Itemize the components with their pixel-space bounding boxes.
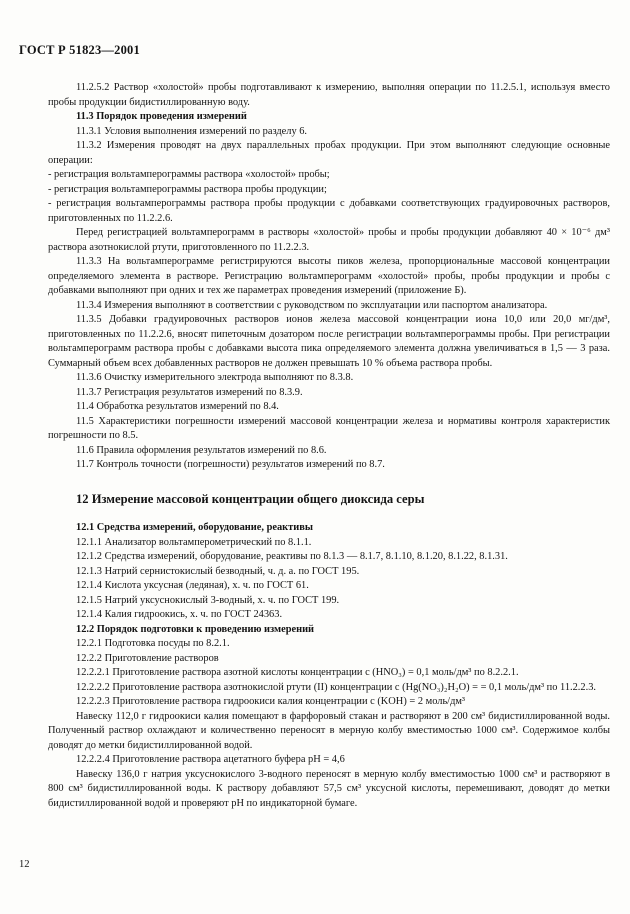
paragraph: 12.1.4 Кислота уксусная (ледяная), х. ч. по ГОСТ 61.	[76, 580, 309, 591]
paragraph: 12.1.1 Анализатор вольтамперометрический по 8.1.1.	[76, 536, 312, 548]
section-heading: 12.1 Средства измерений, оборудование, реактивы	[76, 522, 313, 533]
paragraph: 11.3.4 Измерения выполняют в соответствии с руководством по эксплуатации или паспортом анализатора.	[76, 299, 548, 311]
section-heading: 12.2 Порядок подготовки к проведению измерений	[76, 623, 315, 635]
paragraph: 11.3.3 На вольтамперограмме регистрируются высоты пиков железа, пропорциональные массовой концентрации определяемого элемента в растворе. Регистрацию вольтамперограмм «холостой» пробы, пробы продукции и пробы с добавками выполняют при одних и тех же параметрах проведения измерений (приложение Б).	[48, 256, 610, 296]
paragraph: 11.3.2 Измерения проводят на двух параллельных пробах продукции. При этом выполняют следующие основные операции:	[48, 140, 610, 166]
list-item: - регистрация вольтамперограммы раствора пробы продукции;	[48, 183, 327, 195]
document-body	[48, 81, 610, 811]
paragraph: 11.3.1 Условия выполнения измерений по разделу 6.	[76, 125, 308, 137]
chapter-heading: 12 Измерение массовой концентрации общего диоксида серы	[76, 491, 425, 506]
paragraph: 12.2.2 Приготовление растворов	[76, 652, 219, 664]
paragraph: Навеску 112,0 г гидроокиси калия помещают в фарфоровый стакан и растворяют в 200 см³ бидистиллированной воды. Полученный раствор охлаждают и количественно переносят в мерную колбу вместимостью 1000 см³. Содержимое колбы доводят до метки бидистиллированной водой.	[48, 710, 610, 751]
paragraph: 11.4 Обработка результатов измерений по 8.4.	[76, 401, 279, 412]
paragraph: 12.2.2.4 Приготовление раствора ацетатного буфера pH = 4,6	[76, 754, 345, 765]
page-number: 12	[19, 859, 30, 870]
paragraph: 12.1.3 Натрий сернистокислый безводный, ч. д. а. по ГОСТ 195.	[76, 565, 360, 577]
section-heading: 11.3 Порядок проведения измерений	[76, 111, 247, 122]
paragraph: 12.2.1 Подготовка посуды по 8.2.1.	[76, 638, 230, 649]
paragraph: 11.6 Правила оформления результатов измерений по 8.6.	[76, 444, 327, 456]
paragraph: 12.1.5 Натрий уксуснокислый 3-водный, х. ч. по ГОСТ 199.	[76, 594, 340, 606]
paragraph: 11.3.6 Очистку измерительного электрода выполняют по 8.3.8.	[76, 372, 354, 383]
paragraph: Навеску 136,0 г натрия уксуснокислого 3-водного переносят в мерную колбу вместимостью 1000 см³ и растворяют в 800 см³ бидистиллированной воды. К раствору добавляют 57,5 см³ уксусной кислоты, перемешивают, доводят до метки бидистиллированной водой и проверяют pH по индикаторной бумаге.	[48, 768, 610, 809]
paragraph: 11.2.5.2 Раствор «холостой» пробы подготавливают к измерению, выполняя операции по 11.2.5.1, используя вместо пробы продукции бидистиллированную воду.	[48, 82, 610, 108]
paragraph: 11.5 Характеристики погрешности измерений массовой концентрации железа и нормативы контроля характеристик погрешности по 8.5.	[48, 415, 610, 441]
paragraph: 11.3.5 Добавки градуировочных растворов ионов железа массовой концентрации иона 10,0 или 20,0 мг/дм³, приготовленных по 11.2.2.6, вносят пипеточным дозатором после регистрации вольтамперограммы пробы. При регистрации вольтамперограмм раствора пробы с добавками высота пика определяемого элемента должна увеличиваться в 1,5 — 3 раза. Суммарный объем всех добавленных растворов не должен превышать 10 % объема раствора пробы.	[48, 314, 610, 369]
paragraph: 12.1.2 Средства измерений, оборудование, реактивы по 8.1.3 — 8.1.7, 8.1.10, 8.1.20, 8.1.22, 8.1.31.	[76, 551, 508, 562]
paragraph: 12.2.2.1 Приготовление раствора азотной кислоты концентрации c (HNO₃) = 0,1 моль/дм³ по 8.2.2.1.	[76, 667, 519, 678]
list-item: - регистрация вольтамперограммы раствора «холостой» пробы;	[48, 169, 330, 180]
paragraph: 12.1.4 Калия гидроокись, х. ч. по ГОСТ 24363.	[76, 609, 283, 620]
paragraph: 12.2.2.2 Приготовление раствора азотнокислой ртути (II) концентрации c (Hg(NO₃)₂H₂O) = = 0,1 моль/дм³ по 11.2.2.3.	[76, 681, 596, 693]
standard-header: ГОСТ Р 51823—2001	[19, 43, 140, 57]
paragraph: 11.7 Контроль точности (погрешности) результатов измерений по 8.7.	[76, 459, 385, 470]
paragraph: 12.2.2.3 Приготовление раствора гидроокиси калия концентрации c (KOH) = 2 моль/дм³	[76, 696, 466, 707]
paragraph: 11.3.7 Регистрация результатов измерений по 8.3.9.	[76, 386, 303, 398]
list-item: - регистрация вольтамперограммы раствора пробы продукции с добавками соответствующих градуировочных растворов, приготовленных по 11.2.2.6.	[48, 198, 610, 224]
paragraph: Перед регистрацией вольтамперограмм в растворы «холостой» пробы и пробы продукции добавляют 40 × 10⁻⁶ дм³ раствора азотнокислой ртути, приготовленного по 11.2.2.3.	[48, 227, 610, 253]
